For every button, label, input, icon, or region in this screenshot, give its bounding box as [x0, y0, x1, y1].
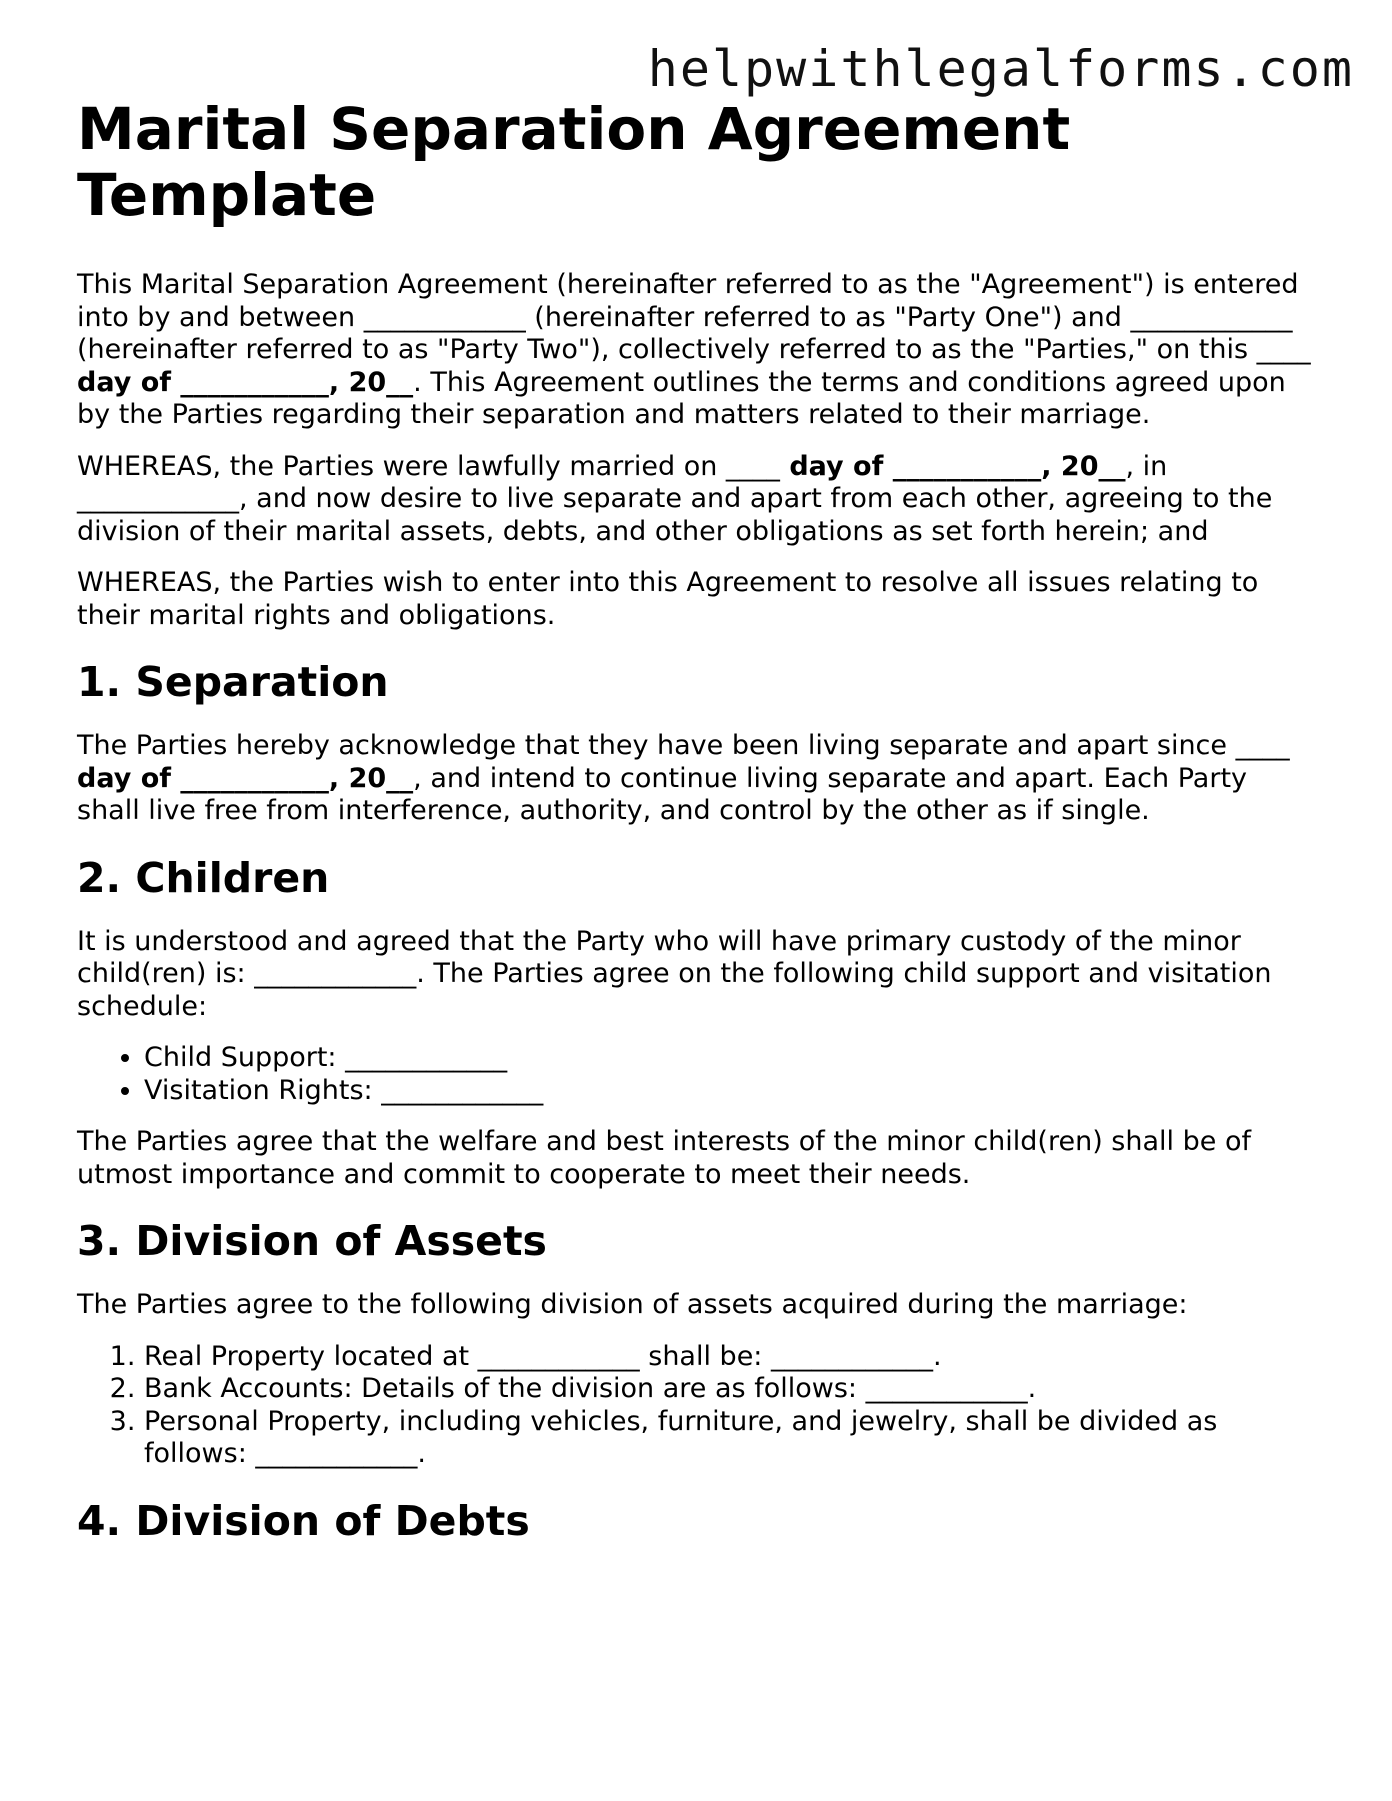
children-welfare-paragraph: The Parties agree that the welfare and best interests of the minor child(ren) shall be of utmost importance and commit to cooperate to meet their needs.: [77, 1126, 1251, 1190]
list-item: • Visitation Rights: ____________: [144, 1075, 1317, 1108]
assets-list: [77, 1341, 1317, 1471]
separation-text-1: The Parties hereby acknowledge that they have been living separate and apart since ____: [77, 730, 1290, 761]
intro-paragraph: [77, 269, 1317, 432]
separation-paragraph: [77, 730, 1317, 828]
document-body: [77, 96, 1317, 1546]
children-terms-list: [77, 1042, 1317, 1107]
whereas-resolve-paragraph: WHEREAS, the Parties wish to enter into this Agreement to resolve all issues relating to their marital rights and obligations.: [77, 567, 1259, 631]
whereas-married-paragraph: [77, 451, 1317, 549]
separation-date-blank: day of ___________, 20__: [77, 762, 414, 794]
children-custody-paragraph: It is understood and agreed that the Party who will have primary custody of the minor child(ren) is: ____________. The Parties agree on the following child support and visitation schedule:: [77, 925, 1272, 1022]
site-watermark: helpwithlegalforms.com: [647, 40, 1354, 98]
list-item: 1. Real Property located at ____________ shall be: ____________.: [144, 1341, 1317, 1374]
intro-text-1: This Marital Separation Agreement (hereinafter referred to as the "Agreement") is entered into by and between ____________ (hereinafter referred to as "Party One") and ____________ (hereinafter referred to as "Party Two"), collectively referred to as the "Parties," on this ____: [77, 269, 1311, 365]
assets-paragraph: The Parties agree to the following division of assets acquired during the marriage:: [77, 1289, 1188, 1320]
section-heading-debts: 4. Division of Debts: [77, 1496, 530, 1545]
intro-text-2: . This Agreement outlines the terms and conditions agreed upon by the Parties regarding their separation and matters related to their marriage.: [77, 366, 1286, 430]
whereas1-date-blank: day of ___________, 20__: [779, 450, 1126, 482]
separation-text-2: , and intend to continue living separate and apart. Each Party shall live free from interference, authority, and control by the other as if single.: [77, 762, 1248, 826]
intro-date-blank: day of ___________, 20__: [77, 366, 414, 398]
whereas1-text-1: WHEREAS, the Parties were lawfully married on ____: [77, 450, 780, 482]
document-title: Marital Separation Agreement Template: [77, 95, 1071, 229]
section-heading-children: 2. Children: [77, 853, 330, 902]
section-heading-separation: 1. Separation: [77, 658, 389, 706]
list-item: 2. Bank Accounts: Details of the division are as follows: ____________.: [144, 1373, 1317, 1406]
whereas1-text-2: , in ____________, and now desire to live separate and apart from each other, agreeing to the division of their marital assets, debts, and other obligations as set forth herein; and: [77, 450, 1273, 547]
section-heading-assets: 3. Division of Assets: [77, 1217, 547, 1265]
list-item: 3. Personal Property, including vehicles, furniture, and jewelry, shall be divided as follows: ____________.: [144, 1406, 1317, 1471]
list-item: • Child Support: ____________: [144, 1042, 1317, 1075]
